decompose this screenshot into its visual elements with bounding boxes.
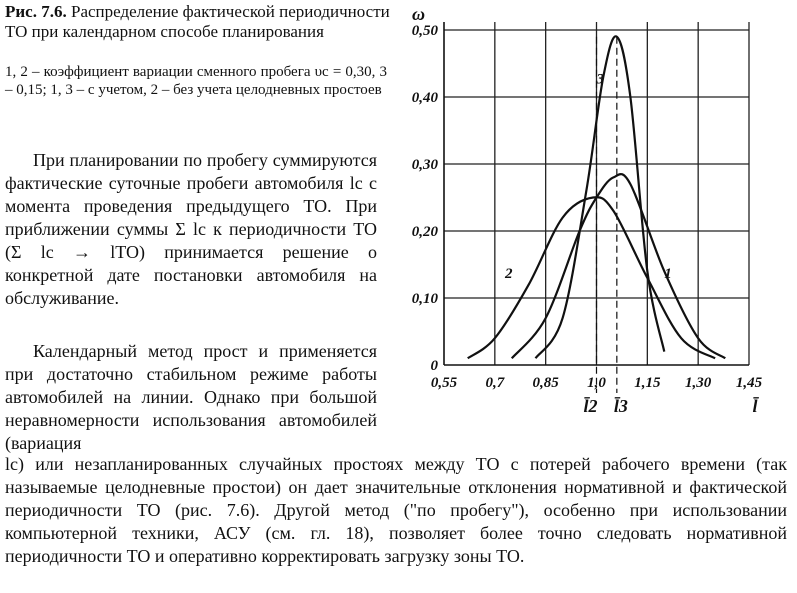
y-tick-label: 0 [430,358,438,374]
x-tick-label: 1,45 [735,375,763,391]
chart [392,0,797,440]
marker-label: l̄3 [613,396,628,416]
paragraph-calendar-method: Календарный метод прост и применяется при достаточно стабильном режиме работы автомобилей на линии. Однако при большой неравномерности использования автомобилей (вариация [5,341,377,453]
paragraph-planning-by-mileage: При планировании по пробегу суммируются фактические суточные пробеги автомобиля lс с момента проведения предыдущего ТО. При приближении суммы Σ lс к периодичности ТО (Σ lс → lТО) принимается решение о конкретной дате постановки автомобиля на обслуживание. [5,150,377,308]
y-tick-label: 0,10 [411,291,438,307]
y-tick-label: 0,20 [411,224,438,240]
curve-label: 2 [505,265,513,282]
curve-label: 3 [596,71,604,88]
x-axis-label: l̄ [752,396,758,416]
figure-title: Распределение фактической периодичности ТО при календарном способе планирования [5,2,390,41]
y-tick-label: 0,50 [411,23,438,39]
curve-label: 1 [664,265,672,282]
x-tick-label: 1,15 [634,375,661,391]
figure-caption [5,2,390,41]
series-curve-1 [512,174,726,358]
distribution-chart [392,0,797,440]
marker-label: l̄2 [583,396,598,416]
y-tick-label: 0,40 [411,90,438,106]
x-tick-label: 0,7 [485,375,505,391]
x-tick-label: 1,30 [685,375,712,391]
x-tick-label: 1,0 [587,375,606,391]
paragraph-calendar-method-cont: lс) или незапланированных случайных простоях между ТО с потерей рабочего времени (так называемые целодневные простои) он дает значительные отклонения нормативной и фактической периодичности ТО (рис. 7.6). Другой метод ("по пробегу"), особенно при использовании компьютерной техники, АСУ (см. гл. 18), позволяет более точно следовать нормативной периодичности ТО и оперативно корректировать загрузку зоны ТО. [5,454,787,566]
x-tick-label: 0,55 [430,375,458,391]
chart-labels [412,4,763,416]
figure-note: 1, 2 – коэффициент вариации сменного пробега υс = 0,30, 3 – 0,15; 1, 3 – с учетом, 2 – без учета целодневных простоев [5,64,387,98]
x-tick-label: 0,85 [532,375,559,391]
y-axis-label: ω [412,4,426,24]
figure-label: Рис. 7.6. [5,2,67,21]
y-tick-label: 0,30 [411,157,438,173]
